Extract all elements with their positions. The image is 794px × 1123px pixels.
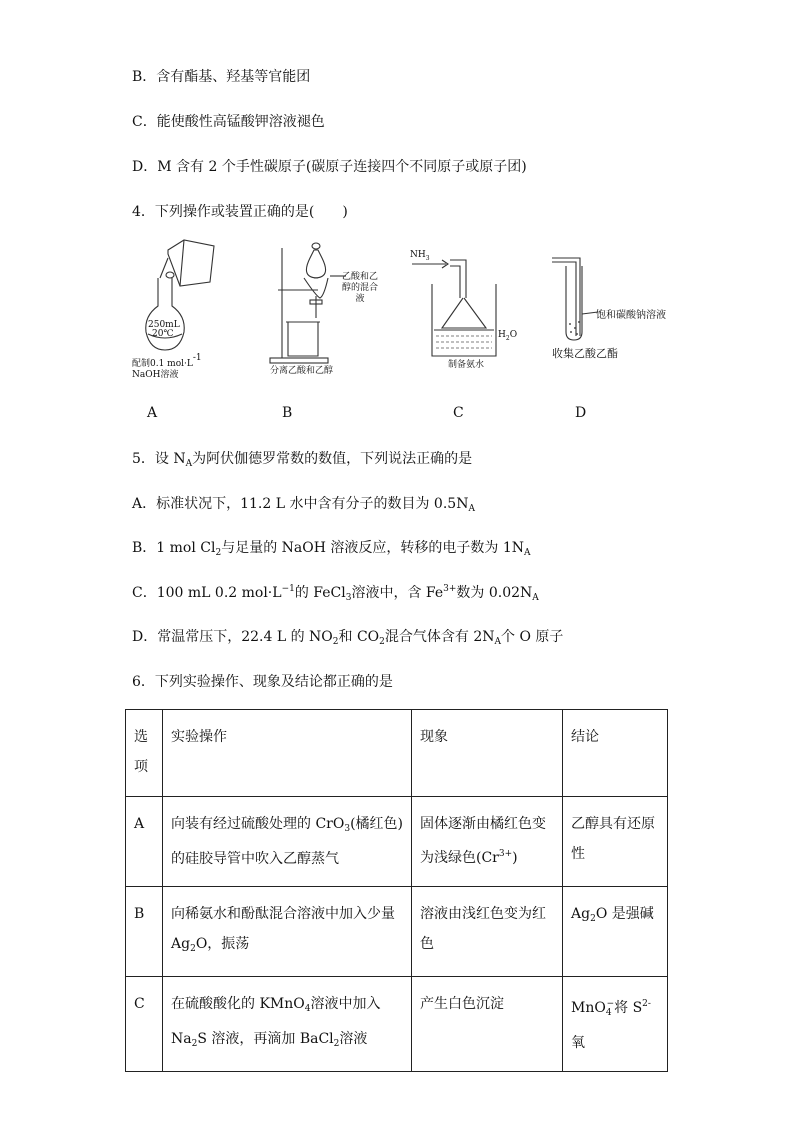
figure-d-caption: 收集乙酸乙酯 [552, 347, 618, 360]
row-phenomenon: 固体逐渐由橘红色变为浅绿色$(Cr^{3+})$ [412, 797, 563, 887]
figure-letter-a: A [147, 405, 158, 421]
row-phenomenon: 产生白色沉淀 [412, 977, 563, 1072]
row-conclusion: $Ag_2O$ 是强碱 [563, 887, 668, 977]
figure-b [268, 238, 398, 388]
figure-a [132, 238, 240, 388]
water-label: $H_2O$ [498, 330, 518, 342]
header-option: 选项 [126, 710, 163, 797]
tube-side-label: 饱和碳酸钠溶液 [596, 310, 666, 321]
header-phenomenon: 现象 [412, 710, 563, 797]
row-conclusion: MnO$_4$−将 $S^{2-}$氧 [563, 977, 668, 1072]
row-conclusion: 乙醇具有还原性 [563, 797, 668, 887]
row-option: B [126, 887, 163, 977]
figure-letter-d: D [575, 405, 587, 421]
table-header-row [126, 710, 668, 797]
row-operation: 在硫酸酸化的 KMnO$_4$溶液中加入 $Na_2S$ 溶液，再滴加 BaCl$_2$溶液 [163, 977, 412, 1072]
table-row [126, 797, 668, 887]
funnel-side-label: 乙酸和乙醇的混合液 [342, 272, 379, 304]
q5-option-d: D．常温常压下，22.4 L 的 $NO_2$和 $CO_2$混合气体含有 $2N_A$个 O 原子 [132, 629, 564, 647]
option-c: C．能使酸性高锰酸钾溶液褪色 [132, 114, 325, 130]
test-tube-drawing [546, 238, 660, 358]
figure-d [546, 238, 666, 388]
separatory-funnel-drawing [268, 238, 398, 368]
flask-volume-label: 250mL [148, 320, 180, 330]
figure-c [410, 238, 520, 388]
table-row [126, 977, 668, 1072]
row-operation: 向装有经过硫酸处理的 CrO$_3$(橘红色)的硅胶导管中吹入乙醇蒸气 [163, 797, 412, 887]
figure-letter-b: B [282, 405, 293, 421]
figure-b-caption: 分离乙酸和乙醇 [270, 366, 334, 376]
q5-option-c: C．100 mL 0.2 $mol\cdot L^{-1}$的 FeCl$_3$溶液中，含 $Fe^{3+}$数为 $0.02N_A$ [132, 584, 539, 603]
question-4-stem: 4．下列操作或装置正确的是( ) [132, 204, 348, 220]
table-row [126, 887, 668, 977]
option-b: B．含有酯基、羟基等官能团 [132, 69, 311, 85]
experiment-table [125, 709, 668, 1072]
q5-option-b: B．1 mol $Cl_2$与足量的 NaOH 溶液反应，转移的电子数为 $1N_A$ [132, 540, 531, 558]
figure-a-caption: 配制0.1 mol·L-1 NaOH溶液 [132, 353, 202, 380]
header-conclusion: 结论 [563, 710, 668, 797]
flask-temp-label: 20℃ [152, 329, 174, 339]
row-option: A [126, 797, 163, 887]
figure-c-caption: 制备氨水 [448, 360, 485, 370]
row-operation: 向稀氨水和酚酞混合溶液中加入少量 $Ag_2O$，振荡 [163, 887, 412, 977]
header-operation: 实验操作 [163, 710, 412, 797]
row-phenomenon: 溶液由浅红色变为红色 [412, 887, 563, 977]
option-d: D．M 含有 2 个手性碳原子(碳原子连接四个不同原子或原子团) [132, 159, 527, 175]
question-6-stem: 6．下列实验操作、现象及结论都正确的是 [132, 674, 393, 690]
q5-option-a: A．标准状况下，11.2 L 水中含有分子的数目为 $0.5N_A$ [132, 496, 475, 514]
figure-letter-c: C [453, 405, 464, 421]
q4-figures [132, 238, 666, 388]
gas-label: $NH_3$ [410, 250, 430, 262]
row-option: C [126, 977, 163, 1072]
question-5-stem: 5．设 $N_A$为阿伏伽德罗常数的数值，下列说法正确的是 [132, 451, 473, 469]
